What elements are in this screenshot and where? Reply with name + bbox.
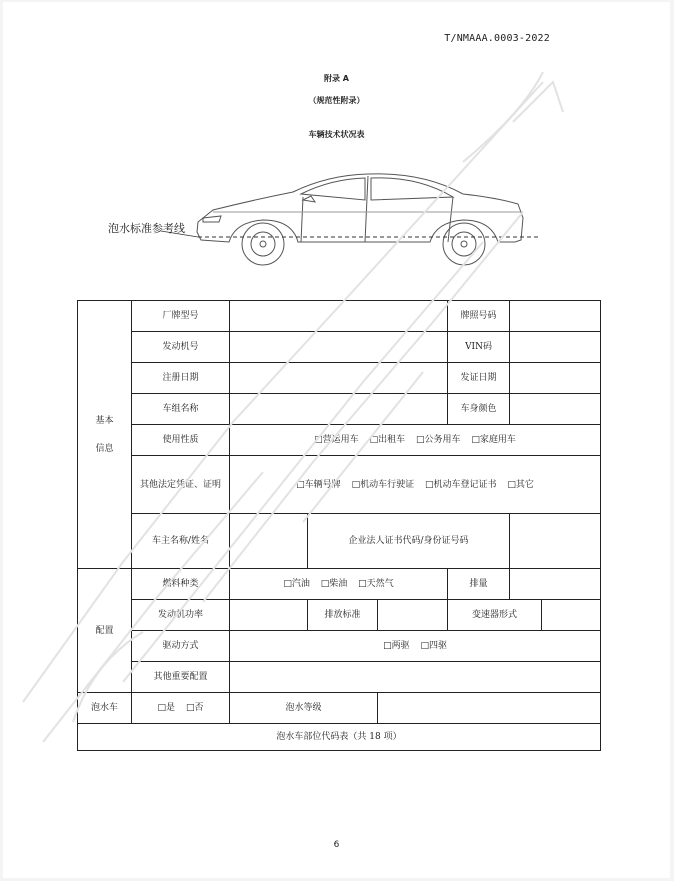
- fuel-options[interactable]: [230, 569, 448, 600]
- emission-value[interactable]: [378, 600, 448, 631]
- engine-number-label: 发动机号: [132, 332, 230, 363]
- flooded-label: 泡水车: [78, 693, 132, 724]
- appendix-title: 附录 A: [324, 74, 349, 83]
- standard-code: T/NMAAA.0003-2022: [444, 33, 550, 44]
- option-driving-license[interactable]: □机动车行驶证: [351, 479, 415, 490]
- emission-label: 排放标准: [308, 600, 378, 631]
- option-diesel[interactable]: □柴油: [320, 579, 348, 589]
- option-two-wheel-drive[interactable]: □两驱: [383, 641, 410, 651]
- option-official-vehicle[interactable]: □公务用车: [415, 435, 461, 445]
- engine-power-label: 发动机功率: [132, 600, 230, 631]
- option-other[interactable]: □其它: [507, 479, 534, 490]
- flood-part-code-row: 泡水车部位代码表（共 18 项）: [78, 724, 601, 751]
- option-plate[interactable]: □车辆号牌: [296, 479, 341, 490]
- document-page: [3, 2, 670, 878]
- option-yes[interactable]: □是: [157, 703, 176, 713]
- engine-number-value[interactable]: [230, 332, 448, 363]
- option-no[interactable]: □否: [185, 703, 204, 713]
- flooded-options[interactable]: [132, 693, 230, 724]
- owner-value[interactable]: [230, 514, 308, 569]
- displacement-label: 排量: [448, 569, 510, 600]
- basic-info-header: 基本信息: [78, 301, 132, 569]
- vin-value[interactable]: [510, 332, 601, 363]
- unit-name-value[interactable]: [230, 394, 448, 425]
- page-number: 6: [333, 840, 340, 850]
- option-taxi[interactable]: □出租车: [369, 435, 406, 445]
- vehicle-condition-table: [77, 300, 600, 751]
- vin-label: VIN码: [448, 332, 510, 363]
- displacement-value[interactable]: [510, 569, 601, 600]
- other-docs-options[interactable]: [230, 456, 601, 514]
- body-color-label: 车身颜色: [448, 394, 510, 425]
- appendix-subtitle: （规范性附录）: [308, 96, 365, 105]
- other-config-label: 其他重要配置: [132, 662, 230, 693]
- register-date-value[interactable]: [230, 363, 448, 394]
- brand-model-value[interactable]: [230, 301, 448, 332]
- brand-model-label: 厂牌型号: [132, 301, 230, 332]
- owner-label: 车主名称/姓名: [132, 514, 230, 569]
- table-title: 车辆技术状况表: [308, 130, 365, 139]
- drive-label: 驱动方式: [132, 631, 230, 662]
- option-registration-cert[interactable]: □机动车登记证书: [424, 479, 497, 490]
- option-gasoline[interactable]: □汽油: [283, 579, 310, 589]
- register-date-label: 注册日期: [132, 363, 230, 394]
- flood-level-value[interactable]: [378, 693, 601, 724]
- flood-level-label: 泡水等级: [230, 693, 378, 724]
- transmission-value[interactable]: [542, 600, 601, 631]
- option-operating-vehicle[interactable]: □营运用车: [314, 435, 359, 445]
- plate-number-value[interactable]: [510, 301, 601, 332]
- option-four-wheel-drive[interactable]: □四驱: [420, 641, 447, 651]
- issue-date-label: 发证日期: [448, 363, 510, 394]
- option-family-vehicle[interactable]: □家庭用车: [471, 435, 516, 445]
- fuel-label: 燃料种类: [132, 569, 230, 600]
- use-nature-options[interactable]: [230, 425, 601, 456]
- body-color-value[interactable]: [510, 394, 601, 425]
- issue-date-value[interactable]: [510, 363, 601, 394]
- reference-line-label: 泡水标准参考线: [108, 222, 185, 235]
- transmission-label: 变速器形式: [448, 600, 542, 631]
- option-natural-gas[interactable]: □天然气: [358, 579, 394, 589]
- owner-code-label: 企业法人证书代码/身份证号码: [308, 514, 510, 569]
- owner-code-value[interactable]: [510, 514, 601, 569]
- use-nature-label: 使用性质: [132, 425, 230, 456]
- unit-name-label: 车组名称: [132, 394, 230, 425]
- engine-power-value[interactable]: [230, 600, 308, 631]
- car-illustration: [103, 142, 563, 292]
- other-docs-label: 其他法定凭证、证明: [132, 456, 230, 514]
- drive-options[interactable]: [230, 631, 601, 662]
- config-header: 配置: [78, 569, 132, 693]
- plate-number-label: 牌照号码: [448, 301, 510, 332]
- other-config-value[interactable]: [230, 662, 601, 693]
- car-side-view-image: [103, 142, 563, 292]
